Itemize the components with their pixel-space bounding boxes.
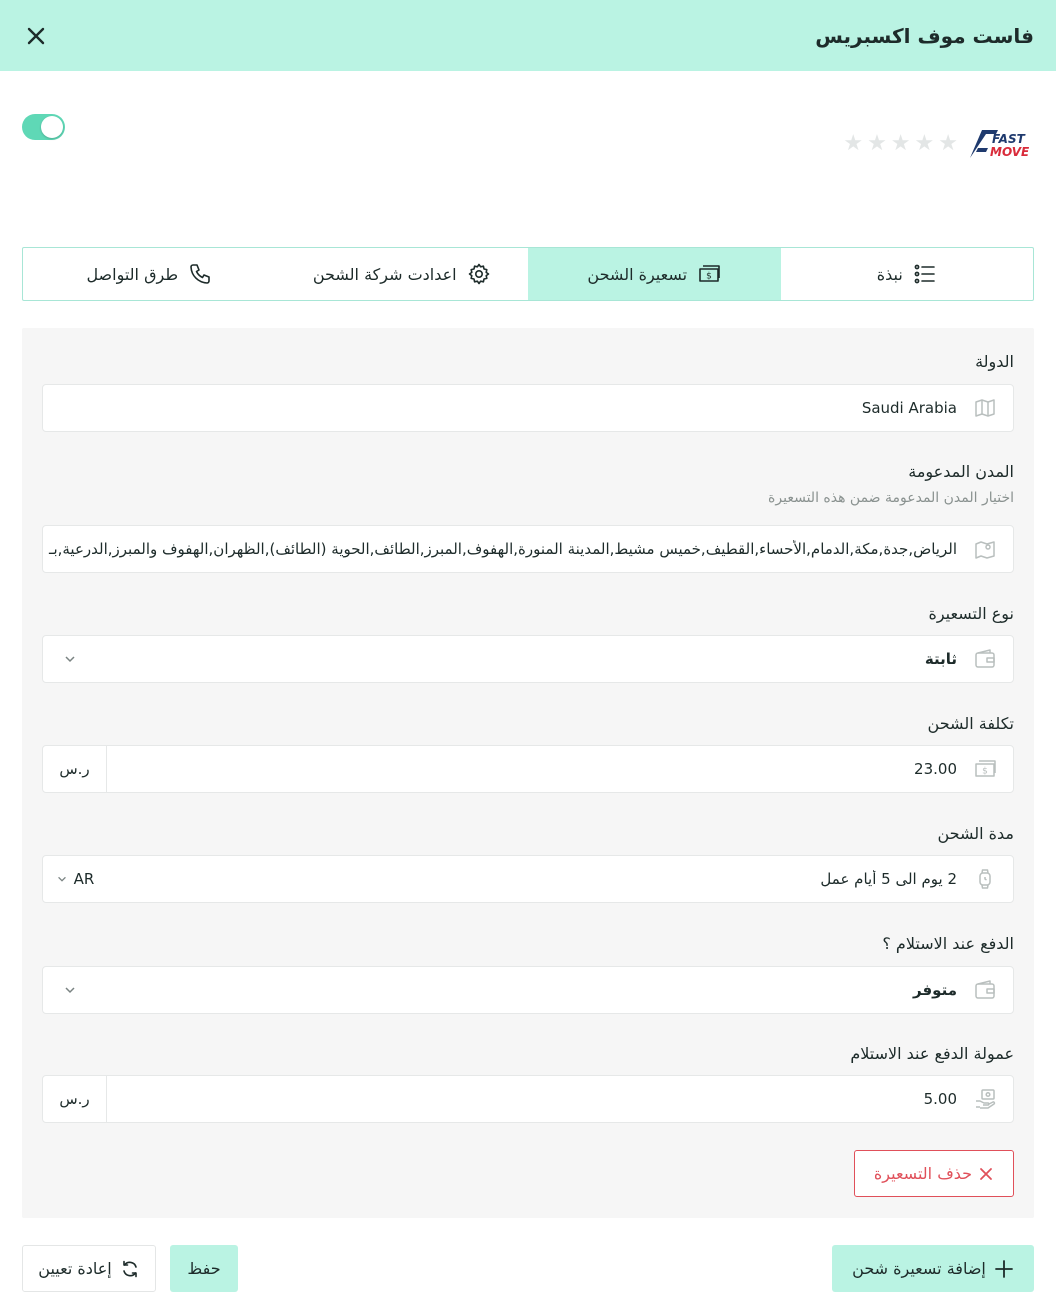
reset-label: إعادة تعيين: [38, 1259, 112, 1278]
toggle-knob: [41, 116, 63, 138]
cities-label: المدن المدعومة: [908, 462, 1014, 481]
country-field[interactable]: [42, 384, 1014, 432]
map-pin-icon: [957, 537, 1013, 561]
gear-icon: [467, 262, 491, 286]
save-label: حفظ: [187, 1259, 221, 1278]
map-icon: [957, 396, 1013, 420]
add-pricing-button[interactable]: [832, 1245, 1034, 1292]
tab-contact-methods[interactable]: [23, 248, 276, 300]
delete-pricing-button[interactable]: [854, 1150, 1014, 1197]
logo-text-move: MOVE: [990, 145, 1030, 159]
logo-text-fast: FAST: [992, 132, 1025, 146]
dialog-header: [0, 0, 1056, 71]
language-code: AR: [73, 870, 95, 888]
shipping-cost-value: 23.00: [914, 760, 957, 778]
company-logo: [968, 128, 1034, 160]
plus-icon: [994, 1259, 1014, 1279]
cod-fee-field[interactable]: [42, 1075, 1014, 1123]
add-label: إضافة تسعيرة شحن: [852, 1259, 986, 1278]
rating-stars: [843, 133, 958, 155]
dialog-title: فاست موف اكسبريس: [815, 23, 1034, 48]
svg-text:$: $: [982, 766, 988, 777]
duration-field[interactable]: [42, 855, 1014, 903]
pricing-type-label: نوع التسعيرة: [928, 604, 1014, 623]
tab-label: تسعيرة الشحن: [587, 264, 688, 284]
delete-label: حذف التسعيرة: [873, 1164, 973, 1183]
money-icon: [697, 262, 721, 286]
country-value: Saudi Arabia: [861, 399, 957, 417]
currency-suffix: ر.س: [43, 1076, 107, 1122]
close-icon: [978, 1166, 994, 1182]
tab-bar: [22, 247, 1034, 301]
star-icon[interactable]: ★: [938, 131, 958, 156]
country-label: الدولة: [975, 352, 1014, 371]
cod-value: متوفر: [913, 981, 957, 999]
cod-select[interactable]: [42, 966, 1014, 1014]
duration-label: مدة الشحن: [937, 824, 1014, 843]
refresh-icon: [120, 1259, 140, 1279]
shipping-cost-field[interactable]: [42, 745, 1014, 793]
currency-suffix: ر.س: [43, 746, 107, 792]
cod-label: الدفع عند الاستلام ؟: [882, 934, 1014, 953]
tab-label: نبذة: [876, 264, 903, 284]
star-icon[interactable]: ★: [843, 131, 864, 156]
star-icon[interactable]: ★: [890, 131, 911, 156]
wallet-icon: [957, 978, 1013, 1002]
tab-label: طرق التواصل: [86, 264, 179, 284]
chevron-down-icon: [43, 983, 97, 997]
close-icon: [25, 25, 47, 47]
tab-shipping-pricing[interactable]: [528, 248, 781, 300]
pricing-panel: [22, 328, 1034, 1218]
tab-label: اعدادت شركة الشحن: [312, 264, 457, 284]
wallet-icon: [957, 647, 1013, 671]
cities-field[interactable]: [42, 525, 1014, 573]
watch-icon: [957, 867, 1013, 891]
cities-hint: اختيار المدن المدعومة ضمن هذه التسعيرة: [768, 490, 1014, 506]
shipping-cost-label: تكلفة الشحن: [927, 714, 1014, 733]
cod-fee-value: 5.00: [923, 1090, 957, 1108]
phone-icon: [188, 262, 212, 286]
tab-company-settings[interactable]: [276, 248, 529, 300]
language-select[interactable]: [43, 870, 107, 888]
tab-about[interactable]: [781, 248, 1034, 300]
chevron-down-icon: [56, 873, 68, 885]
enable-toggle[interactable]: [22, 114, 65, 140]
duration-value: 2 يوم الى 5 أيام عمل: [820, 870, 957, 888]
star-icon[interactable]: ★: [914, 131, 935, 156]
pricing-type-value: ثابتة: [924, 650, 957, 668]
cities-value: الرياض,جدة,مكة,الدمام,الأحساء,القطيف,خميس مشيط,المدينة المنورة,الهفوف,المبرز,الطائف,الحوية (الطائف),الظهران,الهفوف والمبرز,الدرعية,بـ: [49, 540, 957, 558]
star-icon[interactable]: ★: [867, 131, 887, 156]
pricing-type-select[interactable]: [42, 635, 1014, 683]
hand-money-icon: [957, 1087, 1013, 1111]
save-button[interactable]: [170, 1245, 238, 1292]
list-icon: [913, 262, 937, 286]
chevron-down-icon: [43, 652, 97, 666]
close-button[interactable]: [22, 22, 50, 50]
company-info: [843, 128, 1034, 160]
reset-button[interactable]: [22, 1245, 156, 1292]
money-icon: [957, 757, 1013, 781]
svg-text:$: $: [706, 271, 712, 282]
cod-fee-label: عمولة الدفع عند الاستلام: [850, 1044, 1014, 1063]
